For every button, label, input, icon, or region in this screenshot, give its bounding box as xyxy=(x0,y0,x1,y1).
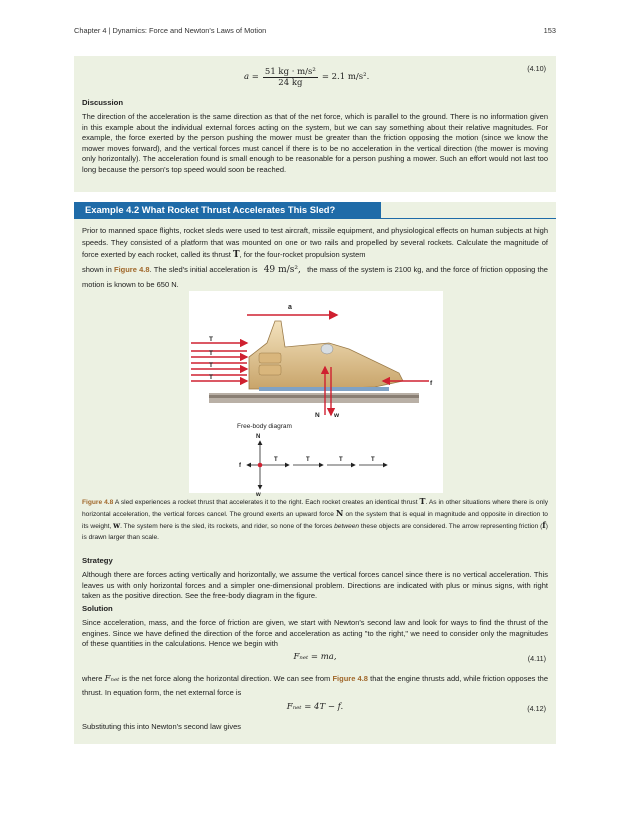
free-body-diagram xyxy=(247,441,387,489)
eq-rhs: = 2.1 m/s². xyxy=(321,72,370,82)
chapter-header: Chapter 4 | Dynamics: Force and Newton's Laws of Motion xyxy=(74,26,267,35)
caption-T: T xyxy=(419,496,426,506)
intro-thrust-symbol: T xyxy=(232,250,240,260)
caption-w: w xyxy=(113,520,121,530)
eq-numerator: 51 kg · m/s² xyxy=(264,66,316,77)
example-rule xyxy=(74,218,556,219)
caption-part-2: . As in other situations where there is only horizontal acceleration, the vertical forces cancel. The ground exerts an upward force xyxy=(82,499,549,518)
figure-link-2[interactable]: Figure 4.8 xyxy=(332,674,368,683)
discussion-text: The direction of the acceleration is the same direction as that of the net force, which is parallel to the ground. There is no information given in this example about the individual external forces acting on the system, but we can say something about their relative magnitudes. For example, the force exerted by the person pushing the mower must be greater than the friction opposing the motion (since we know the mower moves forward), and the vertical forces must cancel if there is to be no acceleration in the vertical direction (the mower is moving only horizontally). The acceleration found is small enough to be reasonable for a person pushing a mower. Such an effort would not last too long because the person's top speed would soon be reached. xyxy=(82,112,548,174)
rail-skid xyxy=(259,387,389,391)
discussion-heading: Discussion xyxy=(82,98,124,107)
label-T-4: T xyxy=(209,374,213,381)
caption-part-5: these objects are considered. The arrow representing friction ( xyxy=(360,523,543,530)
caption-part-1: A sled experiences a rocket thrust that accelerates it to the right. Each rocket creates an identical thrust xyxy=(114,499,418,506)
eq-fraction xyxy=(263,67,318,88)
intro-part-a: Prior to manned space flights, rocket sleds were used to test aircraft, missile equipment, and physiological effects on human subjects at high speeds. They consisted of a platform that was mounted on one or two rails and propelled by several rockets. Calculate the magnitude of force exerted by each rocket, called its thrust xyxy=(82,226,548,259)
eq-denominator: 24 kg xyxy=(278,77,303,88)
solution-heading: Solution xyxy=(82,604,113,613)
intro-part-c: shown in xyxy=(82,265,112,274)
example-intro xyxy=(82,225,548,291)
fbd-T-2: T xyxy=(306,457,310,463)
fbd-w: w xyxy=(256,492,261,498)
strategy-text: Although there are forces acting vertically and horizontally, we assume the vertical forces cancel since there is no vertical acceleration. This leaves us with only horizontal forces and a simpler one-dimensional problem. Directions are indicated with plus or minus signs, with right taken as the positive direction. See the free-body diagram in the figure. xyxy=(82,570,548,601)
fbd-title: Free-body diagram xyxy=(237,423,292,430)
label-a: a xyxy=(288,304,292,311)
label-T-1: T xyxy=(209,336,213,343)
intro-part-b: , for the four-rocket propulsion system xyxy=(239,250,366,259)
label-w: w xyxy=(334,412,340,419)
substituting-text: Substituting this into Newton's second law gives xyxy=(82,722,242,731)
fbd-f: f xyxy=(239,463,241,469)
label-T-2: T xyxy=(209,350,213,357)
fbd-N: N xyxy=(256,434,261,440)
where-part-c: that the engine thrusts add, while friction opposes the thrust. In equation form, the net external force is xyxy=(82,674,548,697)
rider-helmet xyxy=(321,344,333,354)
where-Fnet: Fₙₑₜ xyxy=(104,674,120,684)
equation-4-11: Fₙₑₜ = ma, xyxy=(293,652,337,662)
solution-text: Since acceleration, mass, and the force of friction are given, we start with Newton's second law and look for ways to find the thrust of the engines. Since we have defined the direction of the force and acceleration as acting "to the right," we need to consider only the magnitudes of these quantities in the calculations. Hence we begin with xyxy=(82,618,548,649)
label-f: f xyxy=(430,380,433,387)
where-part-a: where xyxy=(82,674,103,683)
equation-4-10 xyxy=(244,64,369,90)
fbd-T-1: T xyxy=(274,457,278,463)
caption-f: f xyxy=(542,520,546,530)
caption-N: N xyxy=(336,508,344,518)
thrust-arrows xyxy=(191,343,247,381)
caption-part-6: ) is drawn larger than scale. xyxy=(82,523,548,541)
eq-label-4-12: (4.12) xyxy=(527,704,546,713)
page-number: 153 xyxy=(543,26,556,35)
eq-label-4-11: (4.11) xyxy=(527,654,546,663)
figure-caption xyxy=(82,496,548,543)
eq-label-4-10: (4.10) xyxy=(527,64,546,73)
strategy-heading: Strategy xyxy=(82,556,113,565)
intro-part-e: the mass of the system is 2100 kg, and the force of friction opposing the motion is known to be 650 N. xyxy=(82,265,548,289)
rocket-sled-figure xyxy=(189,291,443,498)
figure-link[interactable]: Figure 4.8 xyxy=(113,265,150,274)
solution-where xyxy=(82,672,548,699)
equation-4-12: Fₙₑₜ = 4T − f. xyxy=(286,702,344,712)
caption-part-3: on the system that is equal in magnitude and opposite in direction to its weight, xyxy=(82,511,548,530)
caption-figure-label: Figure 4.8 xyxy=(82,499,114,506)
intro-acceleration: 49 m/s², xyxy=(263,265,301,275)
example-box xyxy=(74,202,556,744)
caption-between: between xyxy=(334,523,360,530)
fbd-T-4: T xyxy=(371,457,375,463)
fbd-T-3: T xyxy=(339,457,343,463)
intro-part-d: . The sled's initial acceleration is xyxy=(149,265,258,274)
label-T-3: T xyxy=(209,362,213,369)
label-N: N xyxy=(315,412,320,419)
example-title: Example 4.2 What Rocket Thrust Accelerates This Sled? xyxy=(74,202,381,218)
where-part-b: is the net force along the horizontal direction. We can see from xyxy=(121,674,331,683)
caption-part-4: . The system here is the sled, its rockets, and rider, so none of the forces xyxy=(120,523,333,530)
eq-lhs: a = xyxy=(244,72,259,82)
discussion-box xyxy=(74,56,556,192)
